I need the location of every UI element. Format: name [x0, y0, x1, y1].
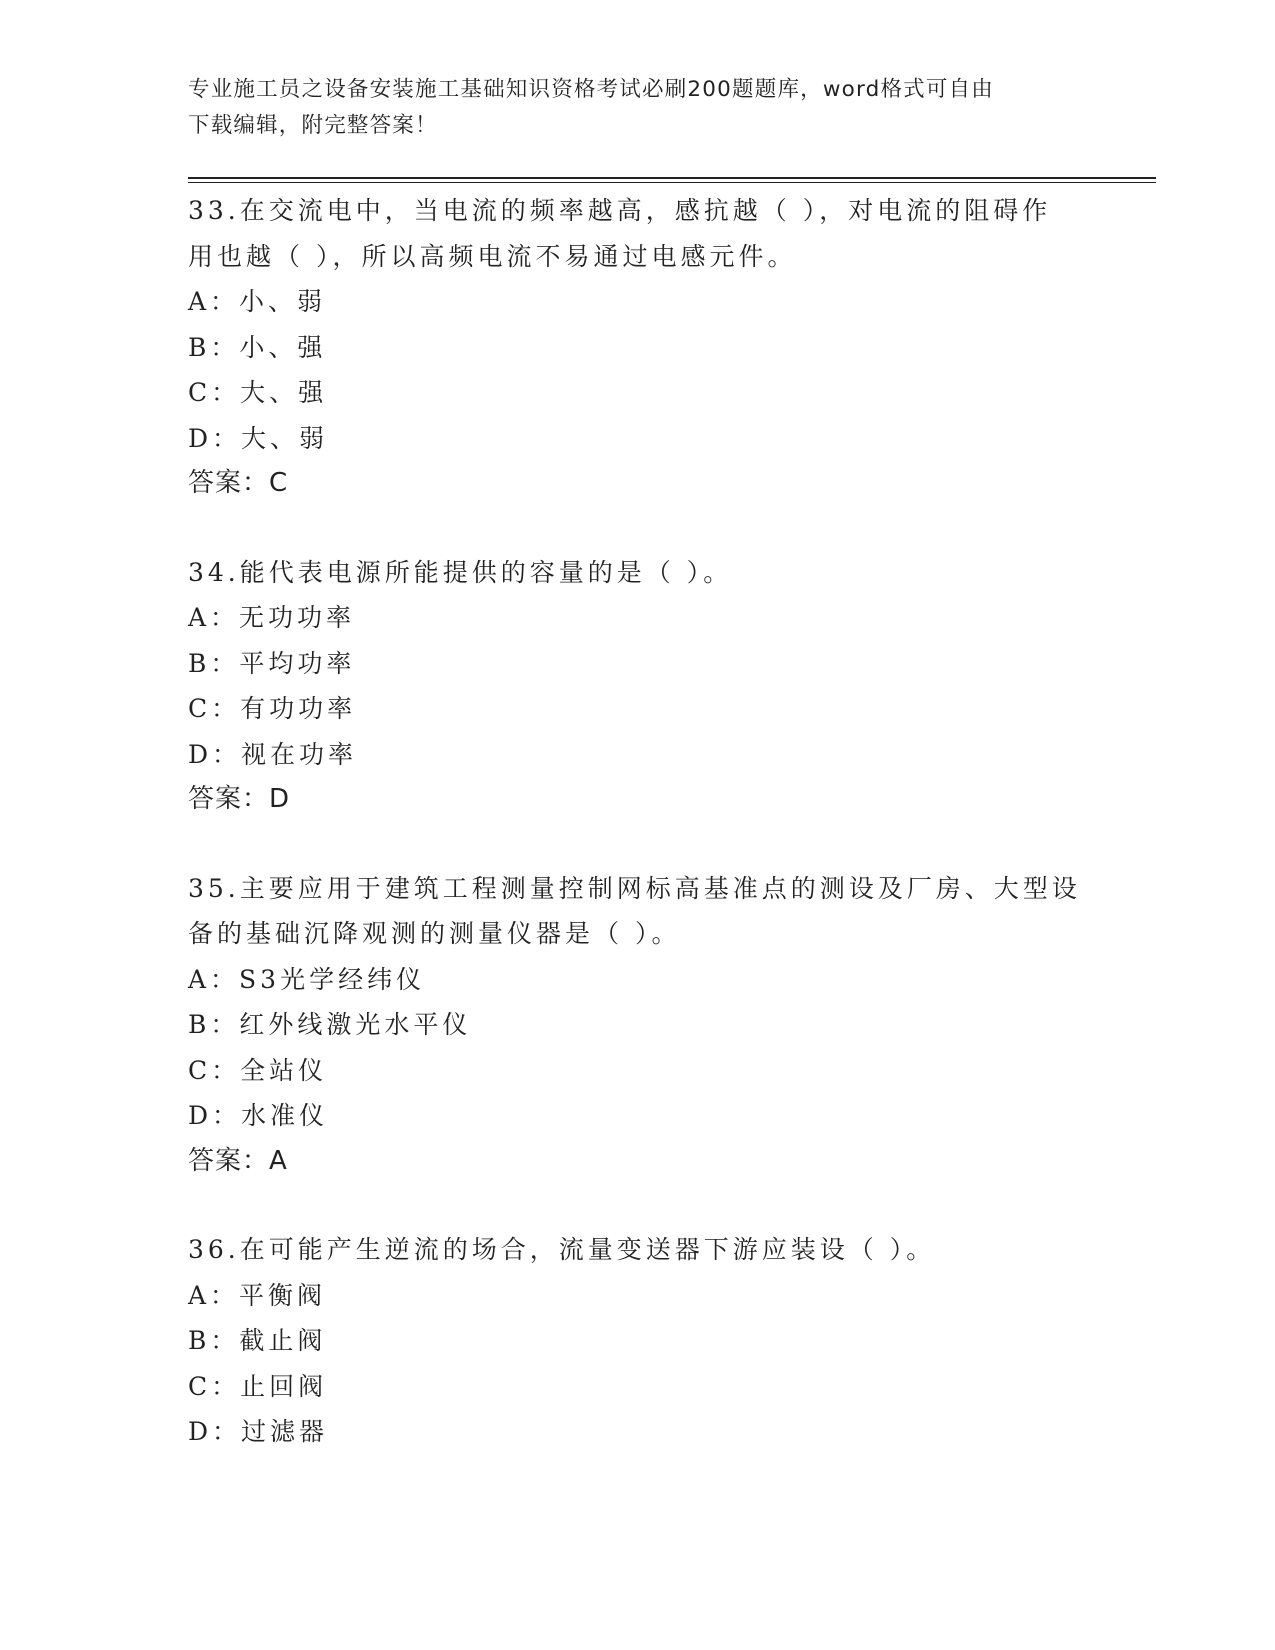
- answer-line: 答案：D: [188, 784, 291, 814]
- question-stem-line: 33.在交流电中，当电流的频率越高，感抗越（ ），对电流的阻碍作: [188, 196, 1052, 225]
- option-d: D：视在功率: [188, 739, 358, 769]
- question-stem-line: 备的基础沉降观测的测量仪器是（ ）。: [188, 919, 681, 948]
- option-d: D：大、弱: [188, 423, 329, 453]
- answer-line: 答案：C: [188, 468, 289, 498]
- document-header: [188, 72, 1068, 144]
- option-c: C：全站仪: [188, 1055, 328, 1085]
- question-list: [188, 188, 1088, 1498]
- option-b: B：平均功率: [188, 648, 356, 678]
- header-line-1: 专业施工员之设备安装施工基础知识资格考试必刷200题题库，word格式可自由: [188, 77, 994, 102]
- option-b: B：截止阀: [188, 1326, 327, 1355]
- option-a: A：小、弱: [188, 287, 327, 316]
- option-a: A：无功功率: [188, 603, 356, 632]
- question-36: [188, 1227, 1088, 1455]
- option-a: A：平衡阀: [188, 1280, 327, 1310]
- option-b: B：红外线激光水平仪: [188, 1010, 472, 1039]
- header-divider-thin: [188, 182, 1156, 183]
- answer-line: 答案：A: [188, 1145, 288, 1176]
- option-c: C：大、强: [188, 378, 328, 407]
- header-divider-thick: [188, 177, 1156, 179]
- question-stem-line: 36.在可能产生逆流的场合，流量变送器下游应装设（ ）。: [188, 1235, 936, 1264]
- question-33: [188, 188, 1088, 507]
- option-a: A：S3光学经纬仪: [188, 964, 426, 994]
- option-d: D：过滤器: [188, 1417, 329, 1446]
- header-line-2: 下载编辑，附完整答案！: [188, 113, 438, 138]
- option-c: C：有功功率: [188, 694, 357, 723]
- option-c: C：止回阀: [188, 1371, 328, 1401]
- question-stem-line: 用也越（ ），所以高频电流不易通过电感元件。: [188, 241, 797, 271]
- option-b: B：小、强: [188, 332, 327, 362]
- option-d: D：水准仪: [188, 1101, 329, 1130]
- question-34: [188, 550, 1088, 823]
- question-35: [188, 866, 1088, 1185]
- question-stem-line: 35.主要应用于建筑工程测量控制网标高基准点的测设及厂房、大型设: [188, 873, 1081, 903]
- question-stem-line: 34.能代表电源所能提供的容量的是（ ）。: [188, 557, 733, 587]
